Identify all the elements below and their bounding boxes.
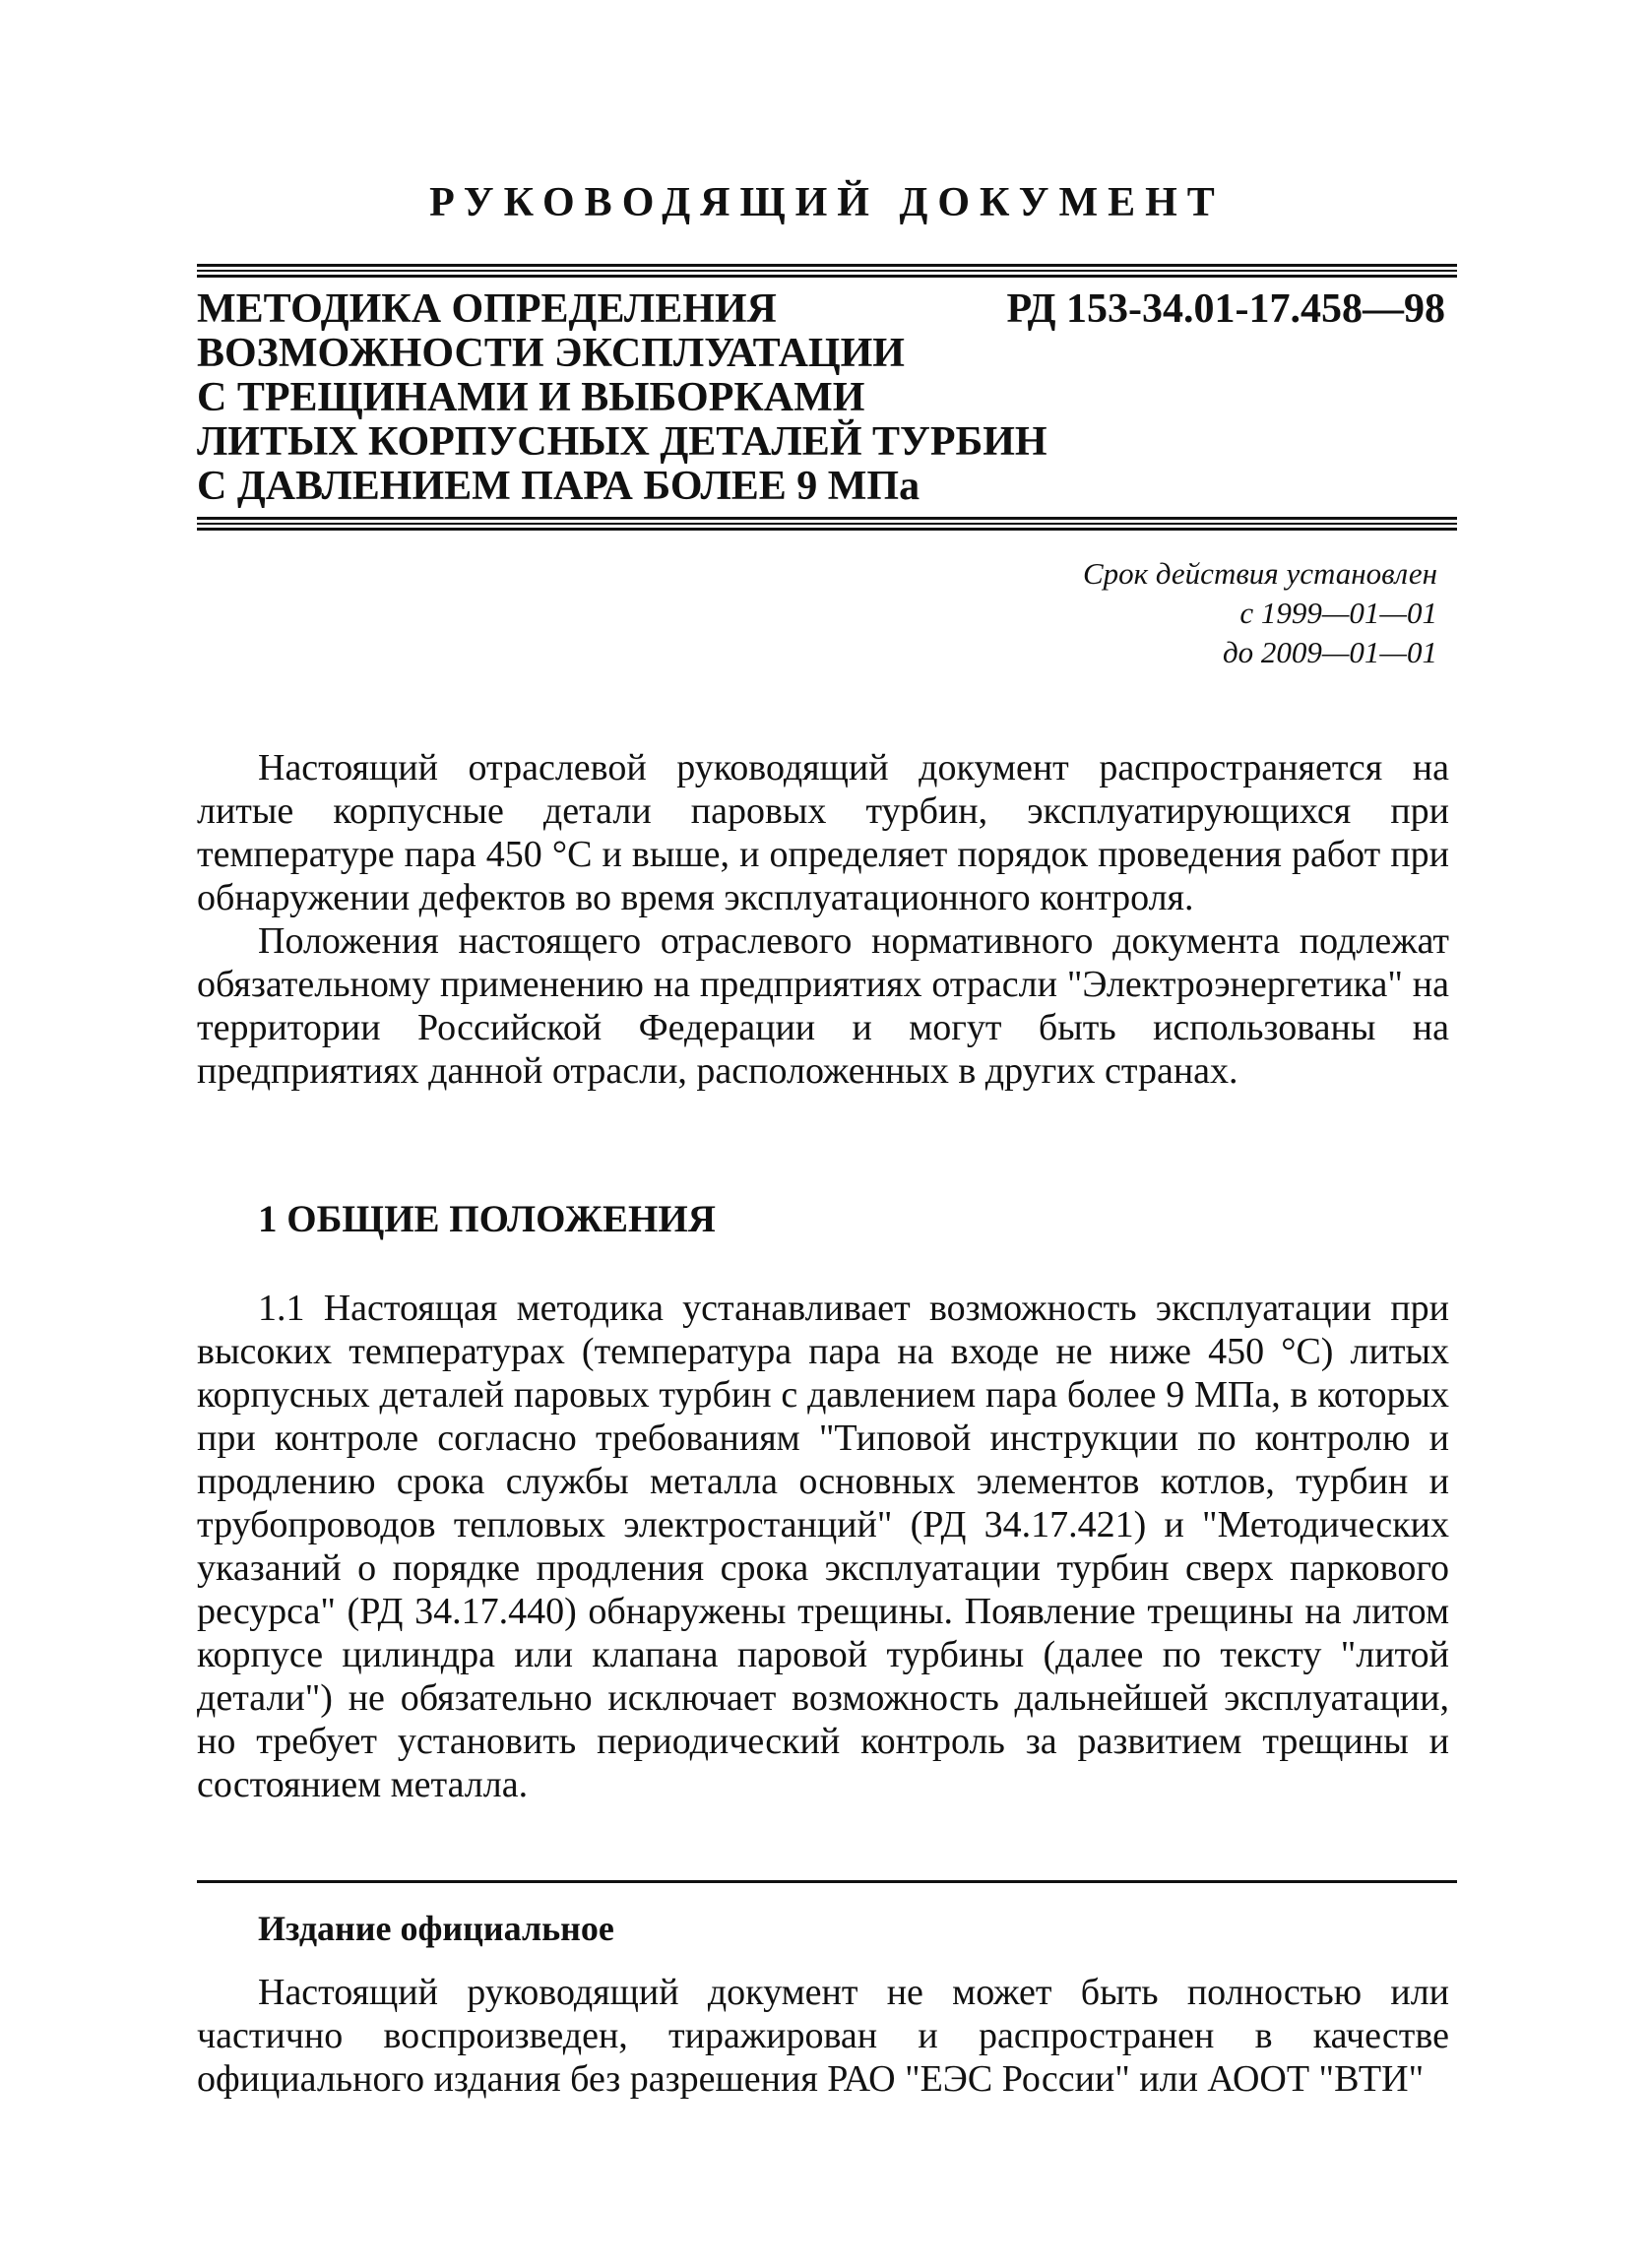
- intro-paragraph-scope: Настоящий отраслевой руководящий документ распространяется на литые корпусные детали паровых турбин, эксплуатирующихся при температуре пара 450 °С и выше, и определяет порядок проведения работ при обнаружении дефектов во время эксплуатационного контроля.: [197, 747, 1449, 918]
- document-type-heading: РУКОВОДЯЩИЙ ДОКУМЕНТ: [429, 180, 1225, 225]
- document-number: РД 153-34.01-17.458—98: [1006, 286, 1445, 332]
- copyright-notice: Настоящий руководящий документ не может быть полностью или частично воспроизведен, тиражирован и распространен в качестве официального издания без разрешения РАО "ЕЭС России" или АООТ "ВТИ": [197, 1972, 1449, 2100]
- validity-period: [1083, 554, 1437, 672]
- official-edition-label: Издание официальное: [258, 1909, 614, 1948]
- footer-rule: [197, 1880, 1457, 1883]
- bottom-double-rule: [197, 517, 1457, 531]
- validity-end: до 2009—01—01: [1222, 635, 1437, 669]
- section1-text: [197, 1287, 1449, 1806]
- section-heading-general: 1 ОБЩИЕ ПОЛОЖЕНИЯ: [258, 1198, 716, 1240]
- title-line: С ТРЕЩИНАМИ И ВЫБОРКАМИ: [197, 375, 865, 420]
- title-line: МЕТОДИКА ОПРЕДЕЛЕНИЯ: [197, 286, 777, 332]
- top-double-rule: [197, 264, 1457, 278]
- intro-paragraph-applicability: Положения настоящего отраслевого нормативного документа подлежат обязательному применению на предприятиях отрасли "Электроэнергетика" на территории Российской Федерации и могут быть использованы на предприятиях данной отрасли, расположенных в других странах.: [197, 920, 1449, 1092]
- document-title: [197, 287, 1047, 509]
- validity-start: с 1999—01—01: [1239, 596, 1437, 630]
- title-line: ЛИТЫХ КОРПУСНЫХ ДЕТАЛЕЙ ТУРБИН: [197, 419, 1047, 465]
- intro-text: [197, 746, 1449, 1093]
- title-block: [197, 287, 1457, 514]
- title-line: С ДАВЛЕНИЕМ ПАРА БОЛЕЕ 9 МПа: [197, 464, 920, 509]
- validity-label: Срок действия установлен: [1082, 556, 1437, 591]
- title-line: ВОЗМОЖНОСТИ ЭКСПЛУАТАЦИИ: [197, 331, 905, 376]
- clause-1-1: 1.1 Настоящая методика устанавливает возможность эксплуатации при высоких температурах (температура пара на входе не ниже 450 °С) литых корпусных деталей паровых турбин с давлением пара более 9 МПа, в которых при контроле согласно требованиям "Типовой инструкции по контролю и продлению срока службы металла основных элементов котлов, турбин и трубопроводов тепловых электростанций" (РД 34.17.421) и "Методических указаний о порядке продления срока эксплуатации турбин сверх паркового ресурса" (РД 34.17.440) обнаружены трещины. Появление трещины на литом корпусе цилиндра или клапана паровой турбины (далее по тексту "литой детали") не обязательно исключает возможность дальнейшей эксплуатации, но требует установить периодический контроль за развитием трещины и состоянием металла.: [197, 1288, 1449, 1805]
- copyright-notice-block: [197, 1971, 1449, 2101]
